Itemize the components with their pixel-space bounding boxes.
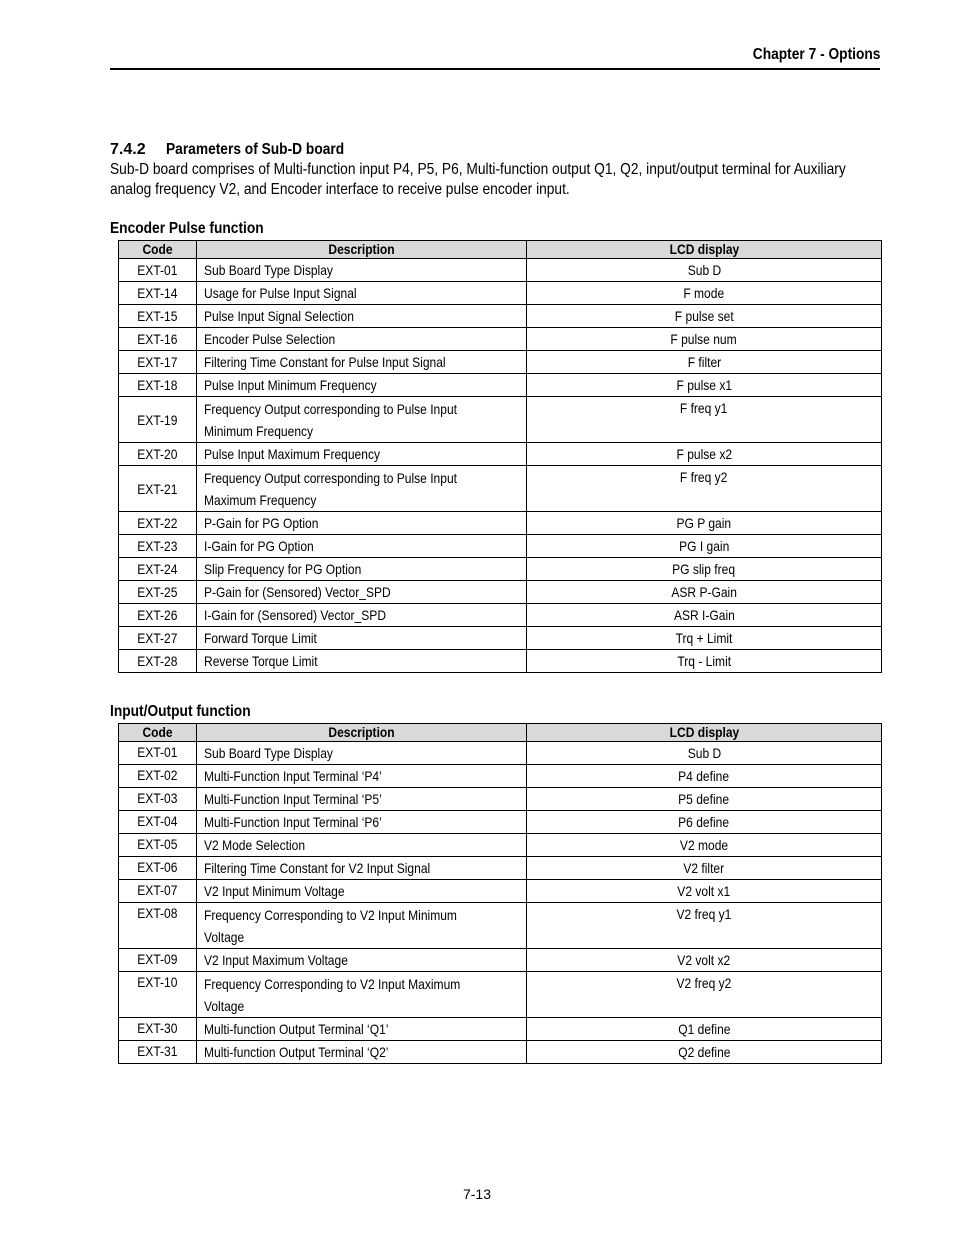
cell-code: EXT-22 bbox=[119, 512, 197, 535]
table-row bbox=[119, 972, 882, 1018]
cell-lcd-display: Trq + Limit bbox=[527, 627, 882, 650]
section-number: 7.4.2 bbox=[110, 141, 146, 158]
cell-code: EXT-01 bbox=[119, 259, 197, 282]
cell-lcd-display: P4 define bbox=[527, 765, 882, 788]
cell-description: Multi-function Output Terminal ‘Q1’ bbox=[197, 1018, 527, 1041]
column-header-code: Code bbox=[119, 241, 197, 259]
encoder-table-title: Encoder Pulse function bbox=[110, 220, 264, 237]
cell-code: EXT-20 bbox=[119, 443, 197, 466]
cell-lcd-display: Sub D bbox=[527, 259, 882, 282]
table-row bbox=[119, 282, 882, 305]
cell-lcd-display: PG slip freq bbox=[527, 558, 882, 581]
cell-description: Pulse Input Signal Selection bbox=[197, 305, 527, 328]
cell-code: EXT-27 bbox=[119, 627, 197, 650]
cell-code: EXT-28 bbox=[119, 650, 197, 673]
cell-lcd-display: F freq y2 bbox=[527, 466, 882, 512]
cell-description: Sub Board Type Display bbox=[197, 259, 527, 282]
column-header-lcd: LCD display bbox=[527, 241, 882, 259]
cell-description: Pulse Input Maximum Frequency bbox=[197, 443, 527, 466]
table-row bbox=[119, 880, 882, 903]
cell-description: Sub Board Type Display bbox=[197, 742, 527, 765]
cell-code: EXT-16 bbox=[119, 328, 197, 351]
encoder-pulse-table bbox=[118, 240, 882, 673]
cell-lcd-display: F pulse x1 bbox=[527, 374, 882, 397]
cell-description: V2 Input Minimum Voltage bbox=[197, 880, 527, 903]
cell-lcd-display: F filter bbox=[527, 351, 882, 374]
cell-code: EXT-01 bbox=[119, 742, 197, 765]
table-row bbox=[119, 949, 882, 972]
cell-code: EXT-07 bbox=[119, 880, 197, 903]
cell-lcd-display: P6 define bbox=[527, 811, 882, 834]
cell-description: Filtering Time Constant for Pulse Input Signal bbox=[197, 351, 527, 374]
cell-description: Forward Torque Limit bbox=[197, 627, 527, 650]
cell-lcd-display: F mode bbox=[527, 282, 882, 305]
table-row bbox=[119, 305, 882, 328]
section-heading bbox=[110, 141, 373, 159]
cell-description: V2 Mode Selection bbox=[197, 834, 527, 857]
table-row bbox=[119, 535, 882, 558]
cell-description: Frequency Output corresponding to Pulse Input Maximum Frequency bbox=[197, 466, 527, 512]
cell-code: EXT-06 bbox=[119, 857, 197, 880]
table-header-row bbox=[119, 724, 882, 742]
chapter-title: Chapter 7 - Options bbox=[752, 46, 880, 63]
cell-description: P-Gain for (Sensored) Vector_SPD bbox=[197, 581, 527, 604]
table-row bbox=[119, 857, 882, 880]
cell-description: Multi-Function Input Terminal ‘P5’ bbox=[197, 788, 527, 811]
table-row bbox=[119, 397, 882, 443]
cell-code: EXT-08 bbox=[119, 903, 197, 949]
table-row bbox=[119, 604, 882, 627]
intro-paragraph bbox=[110, 160, 900, 200]
table-row bbox=[119, 443, 882, 466]
table-row bbox=[119, 466, 882, 512]
cell-description: V2 Input Maximum Voltage bbox=[197, 949, 527, 972]
cell-code: EXT-14 bbox=[119, 282, 197, 305]
cell-lcd-display: P5 define bbox=[527, 788, 882, 811]
cell-code: EXT-30 bbox=[119, 1018, 197, 1041]
cell-description: Reverse Torque Limit bbox=[197, 650, 527, 673]
cell-description: Multi-Function Input Terminal ‘P4’ bbox=[197, 765, 527, 788]
cell-description: Filtering Time Constant for V2 Input Signal bbox=[197, 857, 527, 880]
table-row bbox=[119, 259, 882, 282]
cell-lcd-display: PG P gain bbox=[527, 512, 882, 535]
column-header-lcd: LCD display bbox=[527, 724, 882, 742]
cell-code: EXT-18 bbox=[119, 374, 197, 397]
cell-code: EXT-23 bbox=[119, 535, 197, 558]
table-row bbox=[119, 512, 882, 535]
cell-code: EXT-25 bbox=[119, 581, 197, 604]
cell-code: EXT-19 bbox=[119, 397, 197, 443]
table-row bbox=[119, 765, 882, 788]
column-header-description: Description bbox=[197, 241, 527, 259]
page-header bbox=[110, 46, 880, 70]
table-row bbox=[119, 351, 882, 374]
table-row bbox=[119, 811, 882, 834]
cell-description: Frequency Corresponding to V2 Input Maximum Voltage bbox=[197, 972, 527, 1018]
cell-lcd-display: Sub D bbox=[527, 742, 882, 765]
cell-description: Pulse Input Minimum Frequency bbox=[197, 374, 527, 397]
cell-lcd-display: V2 mode bbox=[527, 834, 882, 857]
cell-description: Usage for Pulse Input Signal bbox=[197, 282, 527, 305]
cell-code: EXT-17 bbox=[119, 351, 197, 374]
cell-lcd-display: F pulse x2 bbox=[527, 443, 882, 466]
cell-code: EXT-15 bbox=[119, 305, 197, 328]
intro-line-2: analog frequency V2, and Encoder interface to receive pulse encoder input. bbox=[110, 181, 570, 198]
cell-code: EXT-26 bbox=[119, 604, 197, 627]
table-row bbox=[119, 581, 882, 604]
table-row bbox=[119, 374, 882, 397]
cell-lcd-display: Trq - Limit bbox=[527, 650, 882, 673]
cell-lcd-display: PG I gain bbox=[527, 535, 882, 558]
table-row bbox=[119, 650, 882, 673]
io-table-title: Input/Output function bbox=[110, 703, 251, 720]
cell-code: EXT-31 bbox=[119, 1041, 197, 1064]
cell-lcd-display: V2 freq y2 bbox=[527, 972, 882, 1018]
table-row bbox=[119, 788, 882, 811]
input-output-table bbox=[118, 723, 882, 1064]
cell-description: Multi-Function Input Terminal ‘P6’ bbox=[197, 811, 527, 834]
cell-code: EXT-04 bbox=[119, 811, 197, 834]
cell-lcd-display: F freq y1 bbox=[527, 397, 882, 443]
cell-lcd-display: ASR P-Gain bbox=[527, 581, 882, 604]
cell-lcd-display: ASR I-Gain bbox=[527, 604, 882, 627]
cell-code: EXT-10 bbox=[119, 972, 197, 1018]
cell-description: I-Gain for (Sensored) Vector_SPD bbox=[197, 604, 527, 627]
cell-lcd-display: F pulse num bbox=[527, 328, 882, 351]
cell-lcd-display: V2 volt x2 bbox=[527, 949, 882, 972]
cell-code: EXT-21 bbox=[119, 466, 197, 512]
cell-code: EXT-24 bbox=[119, 558, 197, 581]
cell-code: EXT-02 bbox=[119, 765, 197, 788]
cell-lcd-display: V2 volt x1 bbox=[527, 880, 882, 903]
table-row bbox=[119, 903, 882, 949]
table-row bbox=[119, 627, 882, 650]
column-header-code: Code bbox=[119, 724, 197, 742]
cell-description: Frequency Corresponding to V2 Input Minimum Voltage bbox=[197, 903, 527, 949]
cell-code: EXT-09 bbox=[119, 949, 197, 972]
cell-lcd-display: V2 freq y1 bbox=[527, 903, 882, 949]
cell-description: Frequency Output corresponding to Pulse Input Minimum Frequency bbox=[197, 397, 527, 443]
page-number: 7-13 bbox=[462, 1186, 492, 1202]
cell-description: Encoder Pulse Selection bbox=[197, 328, 527, 351]
section-title: Parameters of Sub-D board bbox=[166, 141, 345, 158]
cell-lcd-display: V2 filter bbox=[527, 857, 882, 880]
cell-description: Slip Frequency for PG Option bbox=[197, 558, 527, 581]
table-row bbox=[119, 558, 882, 581]
cell-description: Multi-function Output Terminal ‘Q2’ bbox=[197, 1041, 527, 1064]
cell-lcd-display: Q1 define bbox=[527, 1018, 882, 1041]
cell-code: EXT-05 bbox=[119, 834, 197, 857]
table-row bbox=[119, 1041, 882, 1064]
table-row bbox=[119, 328, 882, 351]
table-row bbox=[119, 1018, 882, 1041]
table-row bbox=[119, 834, 882, 857]
table-row bbox=[119, 742, 882, 765]
table-header-row bbox=[119, 241, 882, 259]
column-header-description: Description bbox=[197, 724, 527, 742]
cell-description: I-Gain for PG Option bbox=[197, 535, 527, 558]
cell-code: EXT-03 bbox=[119, 788, 197, 811]
cell-description: P-Gain for PG Option bbox=[197, 512, 527, 535]
cell-lcd-display: F pulse set bbox=[527, 305, 882, 328]
intro-line-1: Sub-D board comprises of Multi-function input P4, P5, P6, Multi-function output Q1, Q2, input/output terminal for Auxiliary bbox=[110, 161, 846, 178]
cell-lcd-display: Q2 define bbox=[527, 1041, 882, 1064]
